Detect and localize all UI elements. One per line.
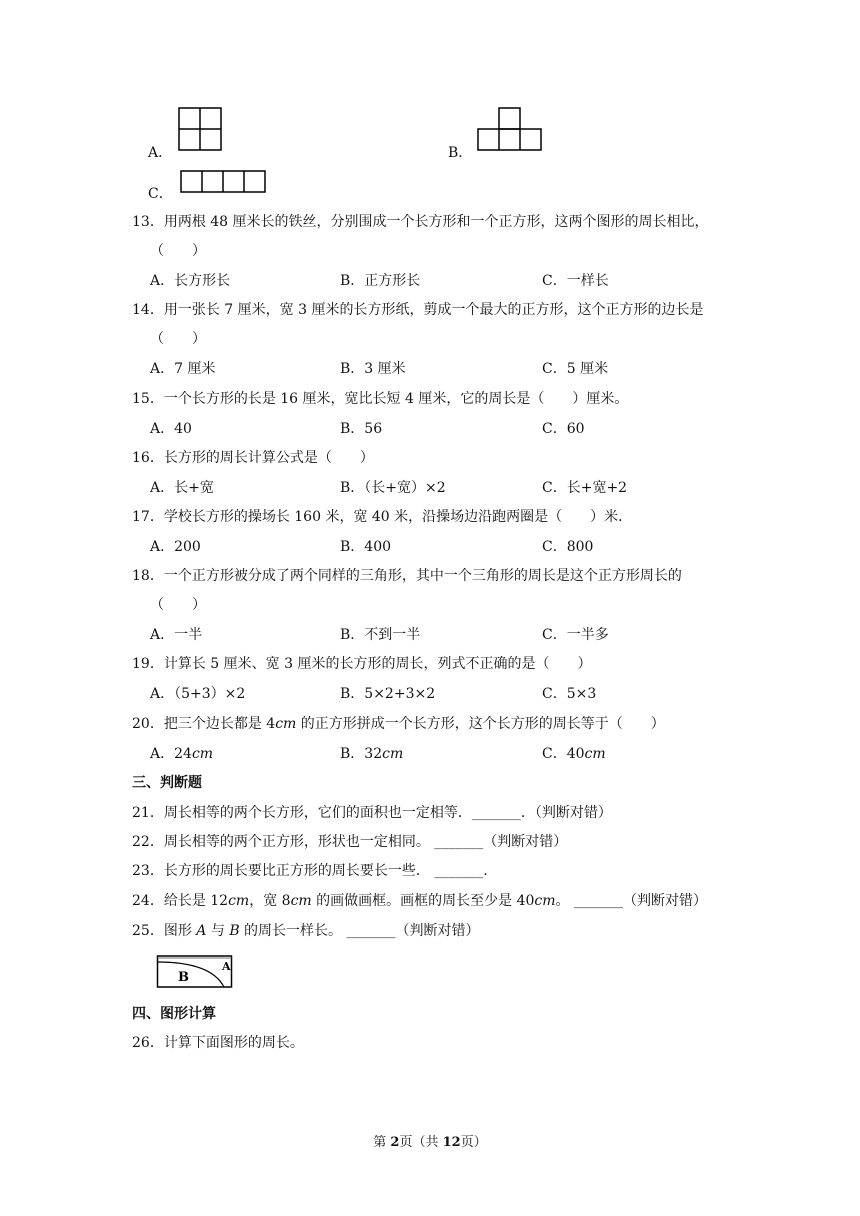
q20-option-a bbox=[150, 743, 213, 763]
text-part: 图形 bbox=[163, 923, 197, 939]
label-a: A bbox=[222, 960, 231, 973]
text-part: 的画做画框。画框的周长至少是 40 bbox=[311, 893, 535, 909]
total-pages: 12 bbox=[442, 1135, 461, 1150]
question-number: 15． bbox=[132, 391, 164, 407]
question-14-blank: （ ） bbox=[150, 331, 206, 347]
footer-text: 页） bbox=[460, 1135, 487, 1150]
q19-option-a: A．（5+3）×2 bbox=[150, 686, 246, 702]
section-title-judge: 三、判断题 bbox=[132, 775, 202, 791]
question-number: 18． bbox=[132, 568, 164, 584]
option-text: C．40 bbox=[542, 746, 585, 762]
q18-option-a: A．一半 bbox=[150, 627, 203, 643]
text-part: 与 bbox=[206, 923, 230, 939]
q12-option-b bbox=[448, 142, 472, 162]
question-21 bbox=[132, 802, 612, 822]
text-part: ，宽 8 bbox=[249, 893, 291, 909]
q15-option-a: A．40 bbox=[150, 421, 192, 437]
question-number: 14． bbox=[132, 302, 164, 318]
question-text-pre: 把三个边长都是 4 bbox=[163, 716, 276, 732]
q13-option-c: C．一样长 bbox=[542, 273, 609, 289]
q19-option-b: B．5×2+3×2 bbox=[340, 686, 436, 702]
label-b: B bbox=[178, 970, 189, 985]
question-17 bbox=[132, 506, 632, 526]
q12-figure-c bbox=[180, 170, 266, 194]
question-number: 21． bbox=[132, 805, 164, 821]
question-number: 22． bbox=[132, 834, 164, 850]
q14-option-b: B．3 厘米 bbox=[340, 361, 406, 377]
q17-option-b: B．400 bbox=[340, 539, 392, 555]
var-a: A bbox=[196, 923, 207, 939]
question-20 bbox=[132, 713, 665, 733]
option-label: B． bbox=[448, 145, 473, 161]
option-text: B．32 bbox=[340, 746, 383, 762]
option-label: C． bbox=[148, 186, 173, 202]
q25-figure bbox=[156, 954, 234, 990]
q14-option-c: C．5 厘米 bbox=[542, 361, 609, 377]
q16-option-c: C．长+宽+2 bbox=[542, 480, 628, 496]
question-text: 长方形的周长要比正方形的周长要长一些． _______. bbox=[163, 863, 488, 879]
question-text: 计算下面图形的周长。 bbox=[163, 1035, 304, 1051]
question-16 bbox=[132, 447, 374, 467]
q20-option-c bbox=[542, 743, 606, 763]
question-18-blank: （ ） bbox=[150, 597, 206, 613]
unit-cm: cm bbox=[534, 893, 556, 909]
question-13-blank: （ ） bbox=[150, 243, 206, 259]
page-footer bbox=[0, 1131, 860, 1150]
q13-option-a: A．长方形长 bbox=[150, 273, 231, 289]
question-number: 19． bbox=[132, 656, 164, 672]
q19-option-c: C．5×3 bbox=[542, 686, 597, 702]
question-text: 用一张长 7 厘米，宽 3 厘米的长方形纸，剪成一个最大的正方形，这个正方形的边长是 bbox=[163, 302, 704, 318]
option-label: A． bbox=[148, 145, 173, 161]
question-text: 一个长方形的长是 16 厘米，宽比长短 4 厘米，它的周长是（ ）厘米。 bbox=[163, 391, 629, 407]
question-22 bbox=[132, 831, 567, 851]
question-number: 25． bbox=[132, 923, 164, 939]
text-part: 。 _______（判断对错） bbox=[555, 893, 707, 909]
q12-option-c bbox=[148, 183, 173, 203]
q18-option-b: B．不到一半 bbox=[340, 627, 421, 643]
question-text: 周长相等的两个正方形，形状也一定相同。 _______（判断对错） bbox=[163, 834, 568, 850]
q14-option-a: A．7 厘米 bbox=[150, 361, 216, 377]
q18-option-c: C．一半多 bbox=[542, 627, 609, 643]
question-number: 23． bbox=[132, 863, 164, 879]
question-text: 学校长方形的操场长 160 米，宽 40 米，沿操场边沿跑两圈是（ ）米． bbox=[163, 509, 633, 525]
question-number: 17． bbox=[132, 509, 164, 525]
question-number: 26． bbox=[132, 1035, 164, 1051]
q12-option-a bbox=[148, 142, 172, 162]
question-text: 长方形的周长计算公式是（ ） bbox=[163, 450, 374, 466]
q12-figure-b bbox=[477, 107, 543, 151]
page-number: 2 bbox=[390, 1135, 400, 1150]
question-number: 20． bbox=[132, 716, 164, 732]
question-18 bbox=[132, 565, 682, 585]
question-23 bbox=[132, 860, 488, 880]
question-26 bbox=[132, 1032, 304, 1052]
q13-option-b: B．正方形长 bbox=[340, 273, 421, 289]
q15-option-c: C．60 bbox=[542, 421, 585, 437]
unit-cm: cm bbox=[290, 893, 312, 909]
unit-cm: cm bbox=[191, 746, 214, 762]
unit-cm: cm bbox=[275, 716, 297, 732]
question-text: 计算长 5 厘米、宽 3 厘米的长方形的周长，列式不正确的是（ ） bbox=[163, 656, 592, 672]
unit-cm: cm bbox=[382, 746, 404, 762]
question-number: 24． bbox=[132, 893, 164, 909]
question-25 bbox=[132, 920, 480, 940]
section-title-figure-calc: 四、图形计算 bbox=[132, 1006, 216, 1022]
question-number: 13． bbox=[132, 214, 164, 230]
question-19 bbox=[132, 653, 591, 673]
question-text: 一个正方形被分成了两个同样的三角形，其中一个三角形的周长是这个正方形周长的 bbox=[163, 568, 682, 584]
option-text: A．24 bbox=[150, 746, 192, 762]
text-part: 的周长一样长。 _______（判断对错） bbox=[239, 923, 480, 939]
q17-option-a: A．200 bbox=[150, 539, 201, 555]
question-13 bbox=[132, 211, 709, 231]
q12-figure-a bbox=[178, 107, 222, 151]
var-b: B bbox=[229, 923, 240, 939]
question-text: 用两根 48 厘米长的铁丝，分别围成一个长方形和一个正方形，这两个图形的周长相比， bbox=[163, 214, 709, 230]
q20-option-b bbox=[340, 743, 403, 763]
text-part: 给长是 12 bbox=[163, 893, 229, 909]
question-number: 16． bbox=[132, 450, 164, 466]
footer-text: 第 bbox=[373, 1135, 391, 1150]
question-24 bbox=[132, 890, 707, 910]
question-15 bbox=[132, 388, 628, 408]
q15-option-b: B．56 bbox=[340, 421, 383, 437]
footer-text: 页（共 bbox=[399, 1135, 443, 1150]
unit-cm: cm bbox=[228, 893, 250, 909]
q17-option-c: C．800 bbox=[542, 539, 594, 555]
unit-cm: cm bbox=[584, 746, 606, 762]
question-text: 周长相等的两个长方形，它们的面积也一定相等．_______．（判断对错） bbox=[163, 805, 612, 821]
q16-option-b: B．（长+宽）×2 bbox=[340, 480, 446, 496]
q16-option-a: A．长+宽 bbox=[150, 480, 214, 496]
question-14 bbox=[132, 299, 703, 319]
question-text-post: 的正方形拼成一个长方形，这个长方形的周长等于（ ） bbox=[296, 716, 665, 732]
